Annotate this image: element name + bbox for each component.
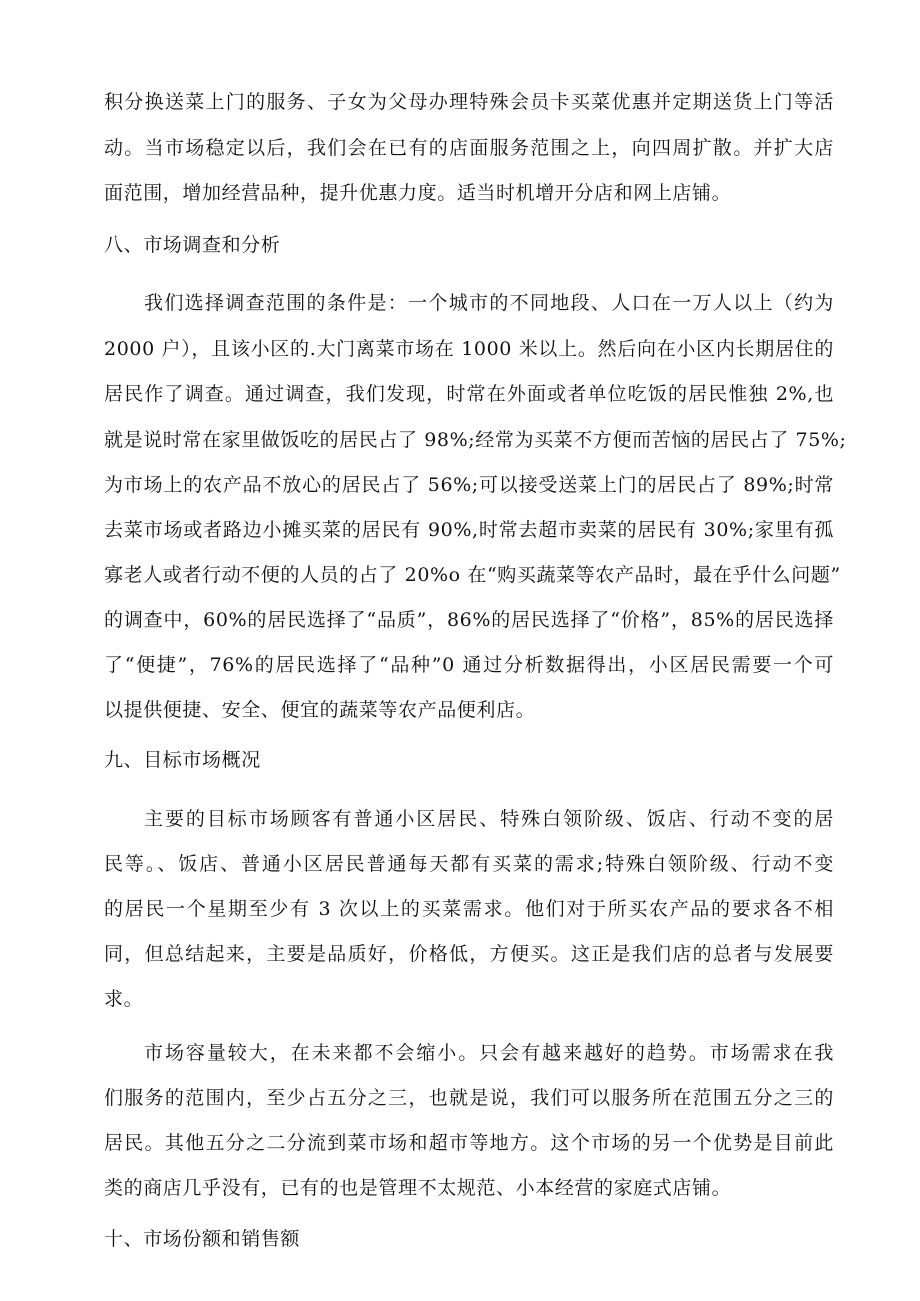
paragraph-line: 去菜市场或者路边小摊买菜的居民有 90%,时常去超市卖菜的居民有 30%;家里有孤: [104, 519, 834, 541]
paragraph-line: 了“便捷”，76%的居民选择了“品种”0 通过分析数据得出，小区居民需要一个可: [104, 654, 834, 676]
paragraph-line: 就是说时常在家里做饭吃的居民占了 98%;经常为买菜不方便而苦恼的居民占了 75%;: [104, 429, 847, 451]
paragraph-line: 的居民一个星期至少有 3 次以上的买菜需求。他们对于所买农产品的要求各不相: [104, 898, 834, 920]
section-heading: 十、市场份额和销售额: [104, 1228, 301, 1250]
paragraph-line: 们服务的范围内，至少占五分之三，也就是说，我们可以服务所在范围五分之三的: [104, 1087, 834, 1109]
paragraph-line: 的调查中，60%的居民选择了“品质”，86%的居民选择了“价格”，85%的居民选择: [104, 609, 834, 631]
section-heading: 九、目标市场概况: [104, 749, 261, 771]
paragraph-line: 动。当市场稳定以后，我们会在已有的店面服务范围之上，向四周扩散。并扩大店: [104, 137, 834, 159]
paragraph-line: 以提供便捷、安全、便宜的蔬菜等农产品便利店。: [104, 699, 536, 721]
paragraph-line: 积分换送菜上门的服务、子女为父母办理特殊会员卡买菜优惠并定期送货上门等活: [104, 91, 834, 113]
paragraph-line: 民等。、饭店、普通小区居民普通每天都有买菜的需求;特殊白领阶级、行动不变: [104, 853, 834, 875]
paragraph-line: 同，但总结起来，主要是品质好，价格低，方便买。这正是我们店的总者与发展要: [104, 943, 834, 965]
paragraph-line: 面范围，增加经营品种，提升优惠力度。适当时机增开分店和网上店铺。: [104, 182, 732, 204]
paragraph-line: 居民作了调查。通过调查，我们发现，时常在外面或者单位吃饭的居民惟独 2%,也: [104, 383, 834, 405]
paragraph-line: 居民。其他五分之二分流到菜市场和超市等地方。这个市场的另一个优势是目前此: [104, 1132, 834, 1154]
paragraph-line: 市场容量较大，在未来都不会缩小。只会有越来越好的趋势。市场需求在我: [144, 1042, 834, 1064]
paragraph-line: 主要的目标市场顾客有普通小区居民、特殊白领阶级、饭店、行动不变的居: [144, 808, 834, 830]
paragraph-line: 为市场上的农产品不放心的居民占了 56%;可以接受送菜上门的居民占了 89%;时常: [104, 474, 834, 496]
paragraph-line: 寡老人或者行动不便的人员的占了 20%o 在“购买蔬菜等农产品时，最在乎什么问题”: [104, 564, 841, 586]
paragraph-line: 我们选择调查范围的条件是：一个城市的不同地段、人口在一万人以上（约为: [144, 292, 834, 314]
paragraph-line: 求。: [104, 988, 144, 1010]
section-heading: 八、市场调查和分析: [104, 234, 281, 256]
paragraph-line: 2000 户），且该小区的.大门离菜市场在 1000 米以上。然后向在小区内长期居住的: [104, 338, 834, 360]
paragraph-line: 类的商店几乎没有，已有的也是管理不太规范、小本经营的家庭式店铺。: [104, 1177, 732, 1199]
